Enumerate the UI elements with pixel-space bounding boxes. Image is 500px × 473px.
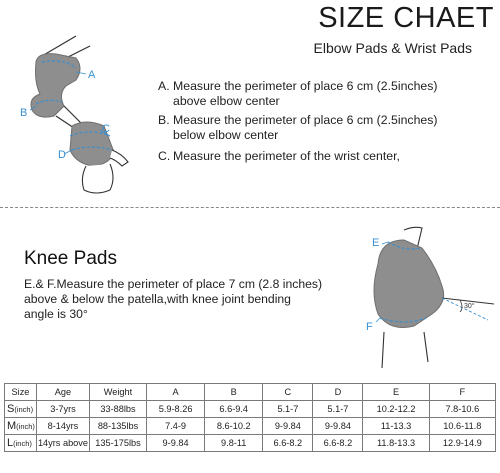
header-age: Age: [36, 384, 89, 401]
table-cell: 5.9-8.26: [147, 401, 205, 418]
instruction-a-line2: above elbow center: [173, 94, 280, 108]
instruction-c-prefix: C.: [158, 149, 171, 163]
section-divider: [0, 207, 500, 208]
table-row: [5, 435, 496, 452]
table-cell: 6.6-8.2: [313, 435, 363, 452]
size-unit: (inch): [13, 439, 32, 448]
header-a: A: [147, 384, 205, 401]
table-cell: 9-9.84: [313, 418, 363, 435]
table-cell: 9.8-11: [205, 435, 263, 452]
table-cell: 9-9.84: [263, 418, 313, 435]
size-cell: [5, 401, 37, 418]
table-cell: 7.4-9: [147, 418, 205, 435]
size-table: [4, 383, 496, 452]
instruction-c: [158, 149, 400, 164]
table-header-row: [5, 384, 496, 401]
label-b: B: [20, 107, 28, 119]
knee-instruction: [24, 277, 354, 322]
table-cell: 8.6-10.2: [205, 418, 263, 435]
header-weight: Weight: [90, 384, 147, 401]
table-cell: 33-88lbs: [90, 401, 147, 418]
label-a: A: [88, 69, 96, 81]
size-letter: L: [7, 437, 14, 449]
table-cell: 11-13.3: [363, 418, 429, 435]
table-cell: 3-7yrs: [36, 401, 89, 418]
table-cell: 10.2-12.2: [363, 401, 429, 418]
instruction-b: [158, 113, 438, 143]
elbow-wrist-subtitle: Elbow Pads & Wrist Pads: [313, 40, 472, 56]
knee-instruction-line1: E.& F.Measure the perimeter of place 7 cm (2.8 inches): [24, 277, 323, 291]
header-d: D: [313, 384, 363, 401]
header-c: C: [263, 384, 313, 401]
table-row: [5, 401, 496, 418]
size-cell: [5, 418, 37, 435]
header-e: E: [363, 384, 429, 401]
page-title: SIZE CHAET: [318, 2, 494, 34]
table-cell: 14yrs above: [36, 435, 89, 452]
instruction-c-line1: Measure the perimeter of the wrist center,: [173, 149, 400, 163]
elbow-pad-shape: [31, 54, 80, 117]
instruction-b-line1: Measure the perimeter of place 6 cm (2.5inches): [173, 113, 438, 127]
label-d: D: [58, 149, 66, 161]
table-cell: 8-14yrs: [36, 418, 89, 435]
knee-illustration: [364, 222, 498, 372]
knee-instruction-line2: above & below the patella,with knee joint bending: [24, 292, 291, 306]
knee-pads-title: Knee Pads: [24, 248, 117, 269]
header-b: B: [205, 384, 263, 401]
size-unit: (inch): [14, 405, 34, 414]
table-row: [5, 418, 496, 435]
knee-instruction-line3: angle is 30°: [24, 307, 88, 321]
instruction-b-line2: below elbow center: [173, 128, 279, 142]
label-f: F: [366, 321, 373, 333]
instruction-a-line1: Measure the perimeter of place 6 cm (2.5inches): [173, 79, 438, 93]
arm-illustration: [14, 28, 144, 198]
table-cell: 5.1-7: [263, 401, 313, 418]
table-cell: 135-175lbs: [90, 435, 147, 452]
table-cell: 6.6-9.4: [205, 401, 263, 418]
table-cell: 7.8-10.6: [429, 401, 495, 418]
size-cell: [5, 435, 37, 452]
header-f: F: [429, 384, 495, 401]
header-size: Size: [5, 384, 37, 401]
label-c: C: [102, 123, 110, 135]
instruction-a: [158, 79, 438, 109]
label-e: E: [372, 237, 380, 249]
size-letter: M: [7, 420, 17, 432]
table-cell: 9-9.84: [147, 435, 205, 452]
table-cell: 11.8-13.3: [363, 435, 429, 452]
size-letter: S: [7, 403, 15, 415]
table-cell: 5.1-7: [313, 401, 363, 418]
instruction-a-prefix: A.: [158, 79, 170, 93]
size-unit: (inch): [16, 422, 35, 431]
table-cell: 12.9-14.9: [429, 435, 495, 452]
angle-label: 30°: [464, 303, 475, 310]
table-cell: 6.6-8.2: [263, 435, 313, 452]
instruction-b-prefix: B.: [158, 113, 170, 127]
table-cell: 88-135lbs: [90, 418, 147, 435]
knee-pad-shape: [374, 240, 444, 328]
table-cell: 10.6-11.8: [429, 418, 495, 435]
